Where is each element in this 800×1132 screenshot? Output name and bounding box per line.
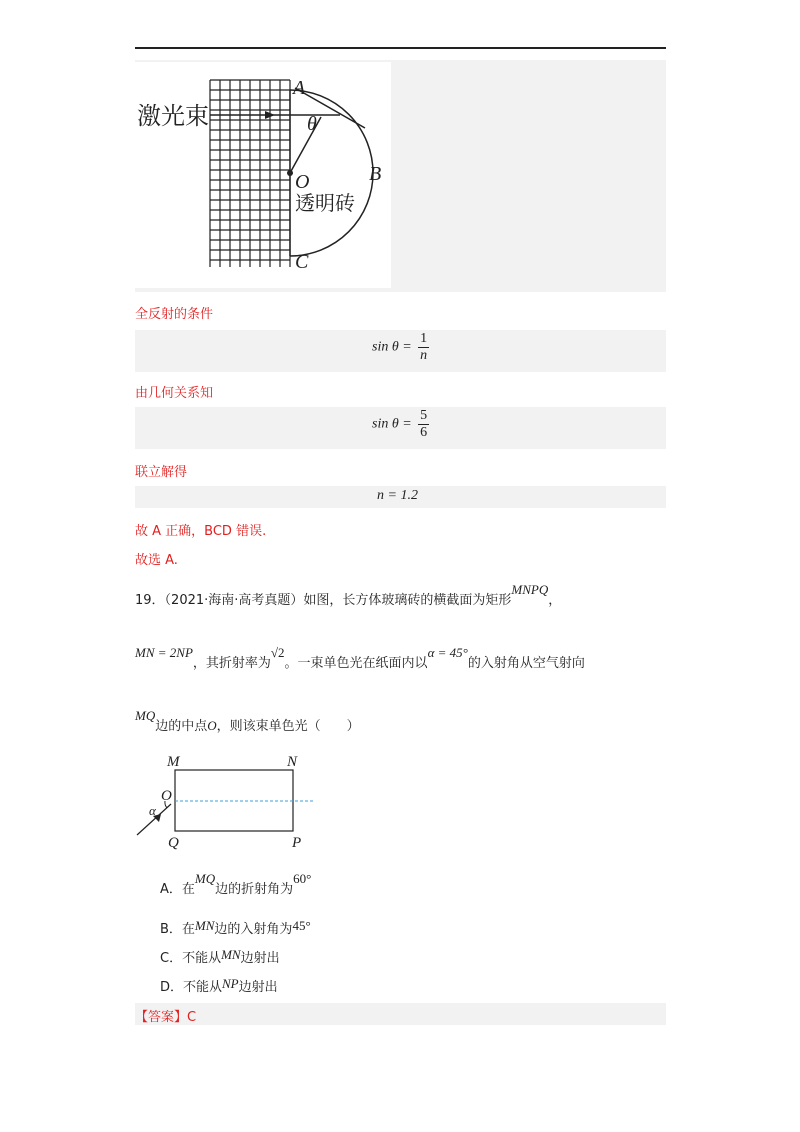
option-d[interactable] <box>160 976 278 995</box>
fig1-label-theta: θ <box>307 113 317 135</box>
step2-equation <box>372 408 429 441</box>
option-c-prefix: C．不能从 <box>160 951 222 966</box>
conclusion-line-1: 故 A 正确，BCD 错误. <box>135 524 267 539</box>
q19-comma: ， <box>548 593 562 608</box>
option-d-symbol: NP <box>222 976 239 991</box>
step1-equation <box>372 331 429 364</box>
q19-line-3 <box>135 708 360 734</box>
q19-t5: 边的中点 <box>155 719 208 734</box>
fig2-label-alpha: α <box>149 803 156 818</box>
fig1-label-O: O <box>295 171 310 193</box>
fig1-label-brick: 透明砖 <box>295 191 355 215</box>
figure1-diagram <box>135 62 391 288</box>
option-c-text: 边射出 <box>240 951 280 966</box>
option-a-value: 60° <box>293 871 312 886</box>
option-d-prefix: D．不能从 <box>160 980 223 995</box>
fig1-label-laser: 激光束 <box>137 102 209 130</box>
option-a[interactable] <box>160 871 312 897</box>
option-a-symbol: MQ <box>194 871 216 886</box>
q19-t3: 。一束单色光在纸面内以 <box>284 656 428 671</box>
option-c[interactable] <box>160 947 280 966</box>
step2-label: 由几何关系知 <box>135 386 214 401</box>
option-a-text: 边的折射角为 <box>215 882 294 897</box>
step1-fraction <box>418 331 429 364</box>
step2-fraction <box>418 408 429 441</box>
step3-label: 联立解得 <box>135 465 188 480</box>
q19-number: 19． <box>135 593 165 608</box>
q19-rect-name: MNPQ <box>511 582 549 597</box>
q19-t4: 的入射角从空气射向 <box>467 656 585 671</box>
q19-line-2 <box>135 645 585 671</box>
option-c-symbol: MN <box>221 947 241 962</box>
fig1-label-C: C <box>295 251 309 273</box>
option-b-text: 边的入射角为 <box>214 922 293 937</box>
option-d-text: 边射出 <box>238 980 278 995</box>
answer-bracket: 【答案】 <box>135 1010 188 1025</box>
fig1-label-B: B <box>369 163 382 185</box>
q19-source: （2021·海南·高考真题）如图，长方体玻璃砖的横截面为矩形 <box>164 593 512 608</box>
fig2-label-Q: Q <box>168 835 179 851</box>
option-a-prefix: A．在 <box>160 882 195 897</box>
option-b-prefix: B．在 <box>160 922 195 937</box>
step1-num: 1 <box>420 331 428 346</box>
fig2-label-M: M <box>167 754 180 770</box>
fig1-label-A: A <box>293 77 306 99</box>
q19-alpha-eq: α = 45° <box>427 645 468 660</box>
header-rule <box>135 47 666 49</box>
step3-equation: n = 1.2 <box>377 488 418 503</box>
conclusion-line-2: 故选 A. <box>135 553 178 568</box>
q19-t2: ，其折射率为 <box>192 656 271 671</box>
q19-mq: MQ <box>135 708 156 723</box>
step2-den: 6 <box>420 425 428 440</box>
q19-t6: ，则该束单色光（ ） <box>216 719 360 734</box>
figure2-diagram <box>135 752 325 852</box>
fig2-label-N: N <box>287 754 298 770</box>
q19-mn-eq: MN = 2NP <box>135 645 193 660</box>
answer-value: C <box>187 1010 197 1025</box>
option-b-value: 45° <box>292 918 311 933</box>
q19-o: O <box>207 718 217 733</box>
answer-shade <box>135 1003 666 1025</box>
step1-den: n <box>420 348 428 363</box>
step1-lhs: sin θ = <box>372 339 412 355</box>
answer-line <box>135 1006 196 1025</box>
step2-lhs: sin θ = <box>372 416 412 432</box>
fig2-label-O: O <box>161 788 172 804</box>
fig2-label-P: P <box>292 835 302 851</box>
q19-sqrt2: √2 <box>270 645 285 660</box>
q19-line-1 <box>135 582 562 608</box>
option-b[interactable] <box>160 918 311 937</box>
step1-label: 全反射的条件 <box>135 307 214 322</box>
option-b-symbol: MN <box>194 918 215 933</box>
step2-num: 5 <box>420 408 428 423</box>
